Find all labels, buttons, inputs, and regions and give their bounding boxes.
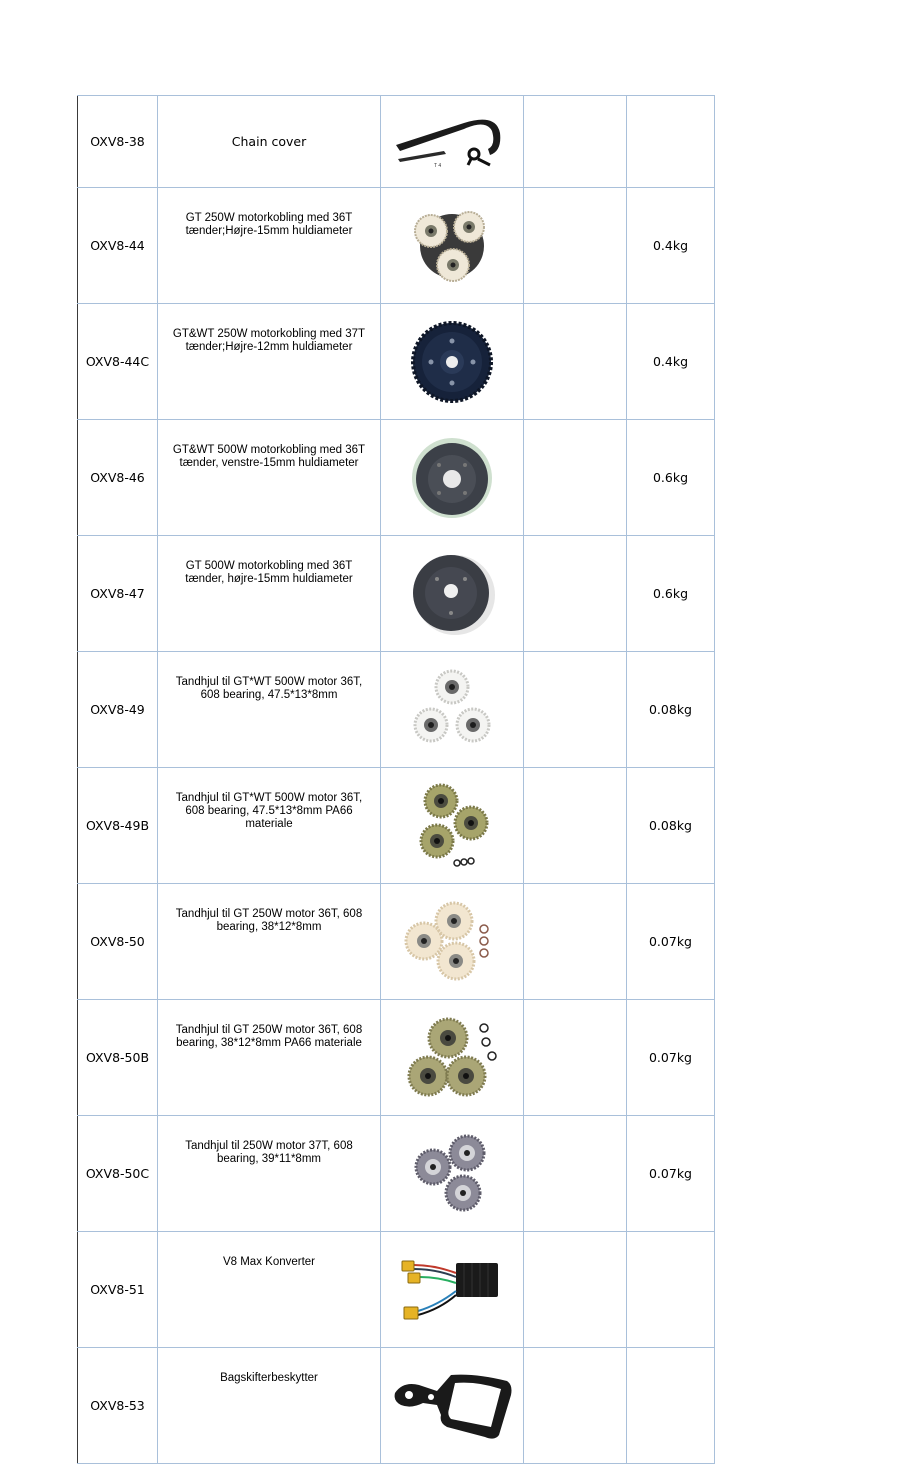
table-row — [78, 96, 715, 188]
table-row — [78, 768, 715, 884]
part-description: Tandhjul til GT 250W motor 36T, 608 bearing, 38*12*8mm — [158, 884, 381, 1000]
pa66-gears-photo — [407, 783, 497, 869]
part-weight: 0.4kg — [627, 304, 715, 420]
table-row — [78, 1000, 715, 1116]
empty-cell — [524, 96, 627, 188]
grey-gears-photo — [407, 1131, 497, 1217]
svg-text:T 4: T 4 — [434, 162, 442, 169]
part-description: Tandhjul til GT*WT 500W motor 36T, 608 bearing, 47.5*13*8mm PA66 materiale — [158, 768, 381, 884]
table-row — [78, 536, 715, 652]
part-description: Tandhjul til GT 250W motor 36T, 608 bearing, 38*12*8mm PA66 materiale — [158, 1000, 381, 1116]
part-weight — [627, 1232, 715, 1348]
product-image — [381, 304, 524, 420]
part-code: OXV8-46 — [78, 420, 158, 536]
motor-clutch-disc-photo — [407, 551, 497, 637]
part-weight: 0.08kg — [627, 652, 715, 768]
part-description: GT&WT 500W motorkobling med 36T tænder, venstre-15mm huldiameter — [158, 420, 381, 536]
table-row — [78, 304, 715, 420]
product-image — [381, 1348, 524, 1464]
empty-cell — [524, 652, 627, 768]
part-weight: 0.4kg — [627, 188, 715, 304]
converter-photo — [394, 1255, 510, 1325]
part-description: GT 500W motorkobling med 36T tænder, højre-15mm huldiameter — [158, 536, 381, 652]
part-code: OXV8-49 — [78, 652, 158, 768]
product-image — [381, 1000, 524, 1116]
table-row — [78, 884, 715, 1000]
part-description: GT 250W motorkobling med 36T tænder;Højre-15mm huldiameter — [158, 188, 381, 304]
empty-cell — [524, 1348, 627, 1464]
part-weight: 0.6kg — [627, 420, 715, 536]
part-description: V8 Max Konverter — [158, 1232, 381, 1348]
part-code: OXV8-50C — [78, 1116, 158, 1232]
part-code: OXV8-44C — [78, 304, 158, 420]
empty-cell — [524, 884, 627, 1000]
part-code: OXV8-49B — [78, 768, 158, 884]
part-code: OXV8-53 — [78, 1348, 158, 1464]
part-weight — [627, 1348, 715, 1464]
empty-cell — [524, 536, 627, 652]
product-image — [381, 96, 524, 188]
table-row — [78, 188, 715, 304]
part-description: Bagskifterbeskytter — [158, 1348, 381, 1464]
part-weight: 0.07kg — [627, 884, 715, 1000]
empty-cell — [524, 1116, 627, 1232]
white-gears-photo — [407, 667, 497, 753]
chain-cover-photo — [392, 107, 512, 177]
motor-clutch-disc-photo — [409, 435, 495, 521]
part-code: OXV8-38 — [78, 96, 158, 188]
table-row — [78, 420, 715, 536]
empty-cell — [524, 1000, 627, 1116]
product-image — [381, 1116, 524, 1232]
part-description: GT&WT 250W motorkobling med 37T tænder;Højre-12mm huldiameter — [158, 304, 381, 420]
derailleur-guard-photo — [389, 1369, 515, 1443]
part-description: Tandhjul til GT*WT 500W motor 36T, 608 bearing, 47.5*13*8mm — [158, 652, 381, 768]
part-code: OXV8-50B — [78, 1000, 158, 1116]
product-image — [381, 884, 524, 1000]
part-weight — [627, 96, 715, 188]
table-row — [78, 1348, 715, 1464]
empty-cell — [524, 304, 627, 420]
empty-cell — [524, 188, 627, 304]
table-row — [78, 652, 715, 768]
table-row — [78, 1232, 715, 1348]
parts-table — [77, 95, 715, 1464]
empty-cell — [524, 420, 627, 536]
part-code: OXV8-51 — [78, 1232, 158, 1348]
product-image — [381, 652, 524, 768]
product-image — [381, 768, 524, 884]
empty-cell — [524, 768, 627, 884]
empty-cell — [524, 1232, 627, 1348]
product-image — [381, 536, 524, 652]
part-description: Tandhjul til 250W motor 37T, 608 bearing, 39*11*8mm — [158, 1116, 381, 1232]
part-weight: 0.07kg — [627, 1116, 715, 1232]
product-image — [381, 1232, 524, 1348]
black-motor-clutch-photo — [409, 319, 495, 405]
part-weight: 0.08kg — [627, 768, 715, 884]
part-code: OXV8-47 — [78, 536, 158, 652]
cream-gears-photo — [402, 899, 502, 985]
part-weight: 0.07kg — [627, 1000, 715, 1116]
table-row — [78, 1116, 715, 1232]
product-image — [381, 420, 524, 536]
pa66-gears-photo — [402, 1014, 502, 1102]
part-code: OXV8-50 — [78, 884, 158, 1000]
product-image — [381, 188, 524, 304]
part-description: Chain cover — [158, 96, 381, 188]
part-weight: 0.6kg — [627, 536, 715, 652]
part-code: OXV8-44 — [78, 188, 158, 304]
motor-clutch-three-gears-photo — [407, 203, 497, 289]
